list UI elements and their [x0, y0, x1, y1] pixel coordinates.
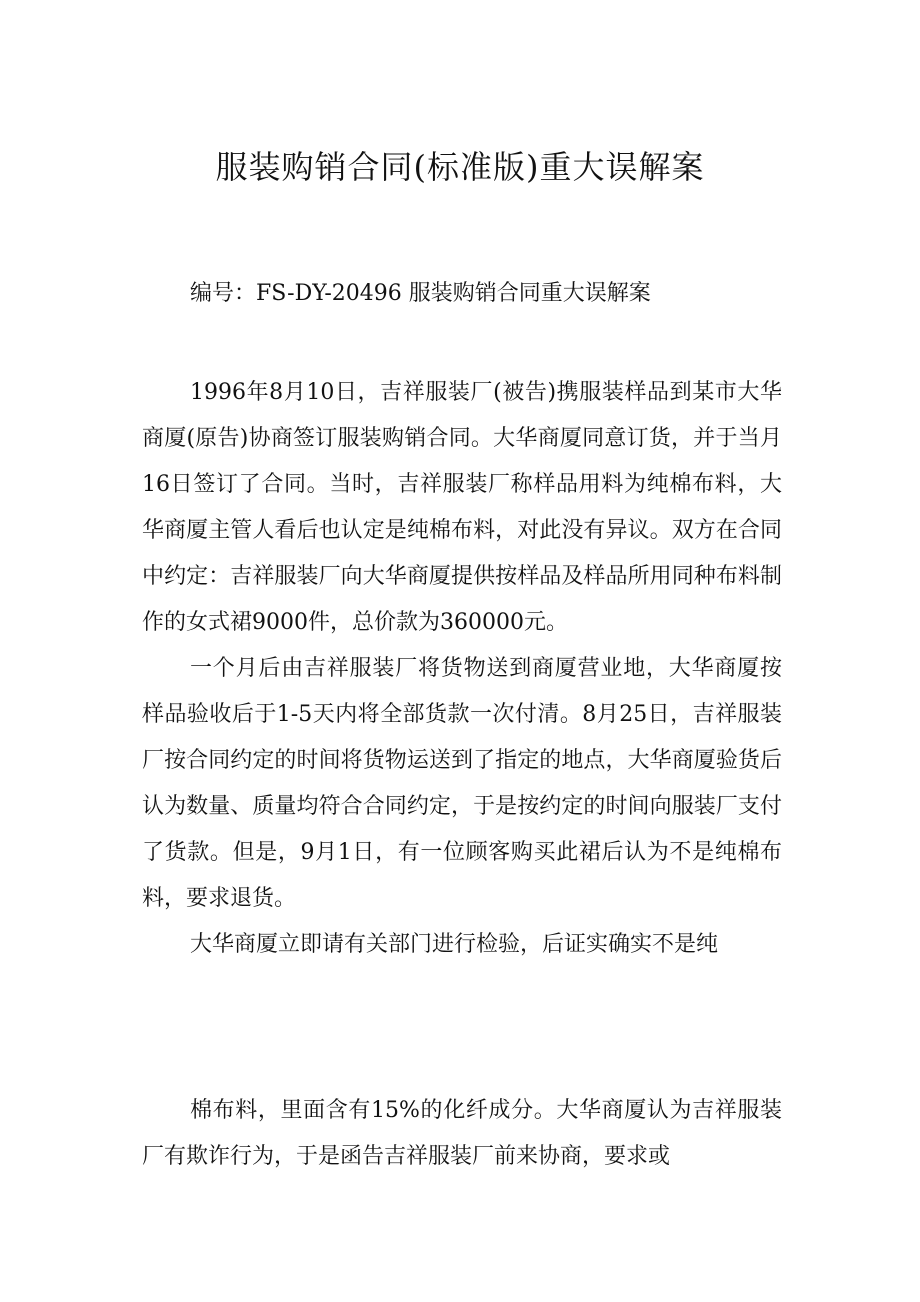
document-number: 编号：FS-DY-20496 服装购销合同重大误解案 [190, 281, 651, 306]
paragraph: 大华商厦立即请有关部门进行检验，后证实确实不是纯 [190, 932, 719, 957]
document-body-lower [142, 1088, 782, 1180]
paragraph: 一个月后由吉祥服装厂将货物送到商厦营业地，大华商厦按样品验收后于1-5天内将全部货款一次付清。8月25日，吉祥服装厂按合同约定的时间将货物运送到了指定的地点，大华商厦验货后认为数量、质量均符合合同约定，于是按约定的时间向服装厂支付了货款。但是，9月1日，有一位顾客购买此裙后认为不是纯棉布料，要求退货。 [142, 656, 782, 911]
document-body-upper [142, 370, 782, 968]
paragraph: 1996年8月10日，吉祥服装厂(被告)携服装样品到某市大华商厦(原告)协商签订服装购销合同。大华商厦同意订货，并于当月16日签订了合同。当时，吉祥服装厂称样品用料为纯棉布料，大华商厦主管人看后也认定是纯棉布料，对此没有异议。双方在合同中约定：吉祥服装厂向大华商厦提供按样品及样品所用同种布料制作的女式裙9000件，总价款为360000元。 [142, 380, 782, 635]
document-title: 服装购销合同(标准版)重大误解案 [215, 148, 705, 186]
paragraph: 棉布料，里面含有15%的化纤成分。大华商厦认为吉祥服装厂有欺诈行为，于是函告吉祥服装厂前来协商，要求或 [142, 1098, 782, 1169]
